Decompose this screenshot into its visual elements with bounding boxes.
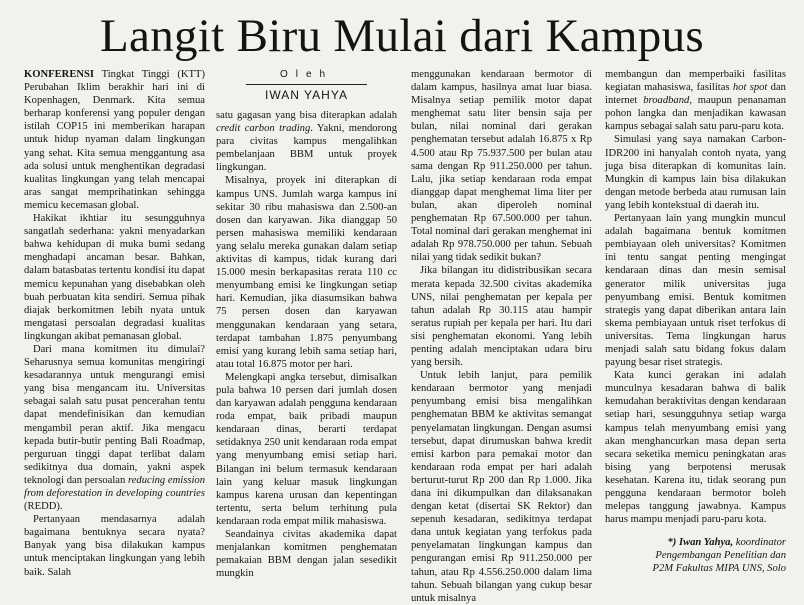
paragraph: [24, 513, 205, 578]
paragraph-text: satu gagasan yang bisa diterapkan adalah: [216, 110, 397, 121]
paragraph-text: Pertanyaan lain yang mungkin muncul adalah bagaimana bentuk komitmen pembiayaan oleh universitas? Komitmen ini tentu sangat penting mengingat kendaraan dinas dan mesin semisal generator milik universitas juga penyumbang emisi. Bentuk komitmen strategis yang dapat diberikan antara lain skema pembiayaan untuk riset terfokus di universitas. Tema lingkungan harus menjadi salah satu bidang fokus dalam payung besar riset strategis.: [605, 213, 786, 369]
paragraph: [24, 212, 205, 343]
article-column-1: [24, 68, 205, 579]
italic-phrase: credit carbon trading: [216, 123, 311, 135]
paragraph-text: Tingkat Tinggi (KTT) Perubahan Iklim berakhir hari ini di Kopenhagen, Denmark. Kita semua berharap konferensi yang populer dengan istilah COP15 ini memberikan harapan untuk hidup nyaman dalam lingkungan yang sehat. Kita semua menggantung asa ada solusi untuk menghentikan degradasi kualitas lingkungan yang telah mencapai aras sangat memprihatinkan sehingga memicu kecemasan global.: [24, 69, 205, 211]
italic-phrase: broadband: [643, 95, 690, 107]
paragraph-text: membangun dan memperbaiki fasilitas kegiatan mahasiswa, fasilitas: [605, 69, 786, 94]
paragraph: [411, 264, 592, 369]
paragraph: [605, 68, 786, 133]
paragraph: [605, 369, 786, 526]
article-column-4: [605, 68, 786, 575]
paragraph-text: Kata kunci gerakan ini adalah munculnya kesadaran bahwa di balik kemudahan beraktivitas dengan kendaraan setiap hari, sesungguhnya setiap warga kampus telah menyumbang emisi yang akan menghancurkan masa depan serta secara seketika memicu peningkatan aras bising yang berpotensi merusak kesehatan. Karena itu, tidak seorang pun pengguna kendaraan bermotor boleh melepas tanggung jawabnya. Kampus harus mampu menjadi paru-paru kota.: [605, 370, 786, 526]
paragraph-text: Dari mana komitmen itu dimulai? Seharusnya semua komunitas mengiringi kesadarannya untuk mengurangi emisi yang bisa mengancam itu. Universitas sebagai salah satu pusat pencerahan tentu dapat mendefinisikan dan kemudian mengambil peran aktif. Jika mengacu kepada butir-butir penting Bali Roadmap, perguruan tinggi dapat terlibat dalam sedikitnya dua domain, yakni aspek teknologi dan persoalan: [24, 343, 205, 486]
paragraph: [24, 68, 205, 212]
author-footnote: [605, 536, 786, 575]
paragraph-text: Hakikat ikhtiar itu sesungguhnya sangatlah sederhana: yakni menyadarkan bahwa kehidupan di muka bumi sedang menghadapi ancaman besar. Bahkan, dalam batasbatas tertentu kondisi itu dapat memicu kepunahan yang disebabkan oleh buah perbuatan kita sendiri. Semua pihak diajak berkomitmen lebih nyata untuk mengatasi persoalan degradasi kualitas lingkungan akibat pemanasan global.: [24, 213, 205, 342]
paragraph: [216, 371, 397, 528]
paragraph: [216, 109, 397, 174]
paragraph-text: , maupun penanaman pohon langka dan menjadikan kawasan kampus sebagai salah satu paru-paru kota.: [605, 95, 786, 133]
paragraph-text: Seandainya civitas akademika dapat menjalankan komitmen penghematan pemakaian BBM dengan jalan sesedikit mungkin: [216, 529, 397, 580]
paragraph: [605, 133, 786, 212]
paragraph-text: Untuk lebih lanjut, para pemilik kendaraan bermotor yang menjadi penyumbang emisi bisa mengalihkan penghematan BBM ke aktivitas semangat penyelamatan lingkungan. Dengan asumsi tersebut, dapat dirumuskan bahwa kredit emisi karbon para pemakai motor dan kendaraan roda empat per hari adalah berturut-turut Rp 200 dan Rp 1.000. Jika dana ini dikumpulkan dan dilaksanakan dengan ketat (disertai SK Rektor) dan sepenuh kesadaran, sedikitnya terdapat dana untuk kegiatan yang terfokus pada penyelamatan lingkungan kampus dan pengurangan emisi Rp 911.250.000 per tahun, atau Rp 4.556.250.000 dalam lima tahun. Sebuah bilangan yang cukup besar untuk misalnya: [411, 370, 592, 604]
footnote-author: *) Iwan Yahya,: [667, 537, 734, 549]
byline-oleh: Oleh: [279, 69, 334, 80]
paragraph-text: (REDD).: [24, 501, 63, 513]
paragraph-text: Melengkapi angka tersebut, dimisalkan pula bahwa 10 persen dari jumlah dosen dan karyawan adalah pengguna kendaraan roda empat, baik pribadi maupun kendaraan dinas, berarti terdapat setidaknya 250 unit kendaraan roda empat yang menyumbang emisi setiap hari. Bilangan ini belum termasuk kendaraan lain yang keluar masuk lingkungan kampus karena urusan dan kepentingan tertentu, serta belum terhitung pula kendaraan roda empat milik mahasiswa.: [216, 371, 397, 527]
paragraph: [216, 528, 397, 580]
article-headline: Langit Biru Mulai dari Kampus: [100, 10, 704, 62]
paragraph-text: dan internet: [605, 82, 786, 107]
paragraph: [411, 369, 592, 605]
italic-phrase: hot spot: [732, 82, 768, 94]
paragraph-text: menggunakan kendaraan bermotor di dalam kampus, hasilnya amat luar biasa. Misalnya setiap pemilik motor dapat menghemat satu liter bensin saja per bulan, nilai nominal dari gerakan penghematan tersebut adalah 16.875 x Rp 4.500 atau Rp 75.937.500 per bulan atau sama dengan Rp 911.250.000 per tahun. Lalu, jika setiap kendaraan roda empat dianggap dapat menghemat lima liter per bulan, akan diperoleh nominal penghematan Rp 67.500.000 per tahun. Total nominal dari gerakan menghemat ini adalah Rp 978.750.000 per tahun. Sebuah nilai yang tidak sedikit bukan?: [411, 69, 592, 264]
paragraph: [24, 343, 205, 513]
paragraph: [216, 174, 397, 370]
paragraph-text: Misalnya, proyek ini diterapkan di kampus UNS. Jumlah warga kampus ini sekitar 30 ribu mahasiswa dan 2.500-an dosen dan karyawan. Jika dianggap 50 persen mahasiswa memiliki kendaraan yang selalu mereka gunakan dalam setiap aktivitas di kampus, tidak kurang dari 15.000 mesin berkapasitas rerata 110 cc menyumbang emisi ke lingkungan setiap hari. Kemudian, jika diasumsikan bahwa 75 persen dosen dan karyawan menggunakan kendaraan yang setara, terdapat tambahan 1.875 penyumbang emisi yang kurang lebih sama setiap hari, atau total 16.875 motor per hari.: [216, 175, 397, 370]
paragraph-text: . Yakni, mendorong para civitas kampus mengalihkan pembelanjaan BBM untuk proyek lingkungan.: [216, 123, 398, 174]
paragraph-text: Jika bilangan itu didistribusikan secara merata kepada 32.500 civitas akademika UNS, nilai penghematan per kepala per tahun adalah Rp 30.115 atau hampir seratus rupiah per kepala per hari. Itu dari sisi penghematan ekonomi. Yang lebih penting adalah menciptakan udara biru yang bersih.: [411, 265, 592, 369]
byline: [216, 68, 397, 103]
footnote-text: P2M Fakultas MIPA UNS, Solo: [652, 563, 786, 575]
lead-word: KONFERENSI: [24, 69, 95, 80]
article-column-3: [411, 68, 592, 605]
paragraph: [411, 68, 592, 264]
italic-phrase: reducing emission from deforestation in developing countries: [24, 474, 205, 499]
paragraph: [605, 212, 786, 369]
byline-divider: [246, 84, 367, 85]
paragraph-text: Pertanyaan mendasarnya adalah bagaimana bentuknya secara nyata? Banyak yang bisa dilakukan kampus untuk menciptakan lingkungan yang lebih baik. Salah: [24, 514, 205, 578]
footnote-text: Pengembangan Penelitian dan: [655, 550, 786, 562]
article-column-2: [216, 68, 397, 580]
footnote-text: koordinator: [733, 537, 786, 549]
paragraph-text: Simulasi yang saya namakan Carbon-IDR200 ini hanyalah contoh nyata, yang juga bisa diterapkan di komunitas lain. Mungkin di kampus lain bisa dilakukan dengan metode berbeda atau rumusan lain yang lebih kontekstual di daerah itu.: [605, 134, 786, 211]
byline-author: IWAN YAHYA: [265, 88, 348, 102]
